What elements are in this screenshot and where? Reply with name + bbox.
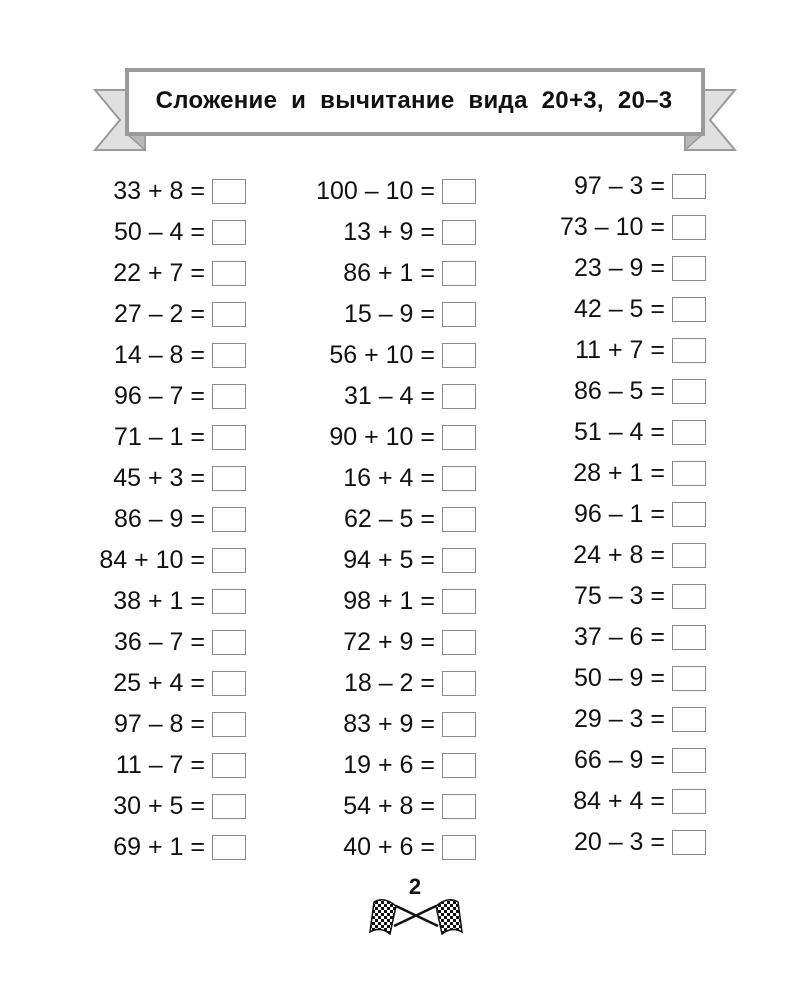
exercise-row — [320, 335, 476, 376]
exercise-row — [320, 745, 476, 786]
exercise-row — [320, 704, 476, 745]
exercise-row — [556, 740, 706, 781]
exercise-row — [100, 540, 246, 581]
exercise-row — [100, 335, 246, 376]
answer-box[interactable] — [672, 584, 706, 609]
exercise-row — [320, 663, 476, 704]
exercise-row — [556, 699, 706, 740]
exercise-row — [100, 745, 246, 786]
exercise-row — [316, 171, 476, 212]
exercise-row — [100, 622, 246, 663]
expression: 86 – 9 = — [113, 505, 205, 533]
expression: 13 + 9 = — [343, 218, 435, 246]
expression: 84 + 4 = — [573, 787, 665, 815]
expression: 18 – 2 = — [343, 669, 435, 697]
expression: 31 – 4 = — [343, 382, 435, 410]
expression: 36 – 7 = — [113, 628, 205, 656]
answer-box[interactable] — [672, 297, 706, 322]
exercise-row — [556, 207, 706, 248]
exercise-row — [556, 494, 706, 535]
answer-box[interactable] — [442, 835, 476, 860]
exercise-row — [320, 458, 476, 499]
answer-box[interactable] — [212, 835, 246, 860]
expression: 56 + 10 = — [329, 341, 435, 369]
exercise-row — [556, 658, 706, 699]
answer-box[interactable] — [672, 830, 706, 855]
exercise-row — [556, 166, 706, 207]
expression: 19 + 6 = — [343, 751, 435, 779]
expression: 54 + 8 = — [343, 792, 435, 820]
expression: 66 – 9 = — [573, 746, 665, 774]
answer-box[interactable] — [442, 794, 476, 819]
expression: 72 + 9 = — [343, 628, 435, 656]
answer-box[interactable] — [442, 220, 476, 245]
expression: 84 + 10 = — [99, 546, 205, 574]
expression: 23 – 9 = — [573, 254, 665, 282]
expression: 33 + 8 = — [113, 177, 205, 205]
expression: 24 + 8 = — [573, 541, 665, 569]
page-number: 2 — [408, 874, 422, 899]
expression: 45 + 3 = — [113, 464, 205, 492]
expression: 51 – 4 = — [573, 418, 665, 446]
answer-box[interactable] — [212, 753, 246, 778]
exercise-row — [320, 827, 476, 868]
answer-box[interactable] — [212, 630, 246, 655]
answer-box[interactable] — [212, 343, 246, 368]
exercise-row — [556, 822, 706, 863]
exercise-column-3 — [556, 166, 706, 863]
answer-box[interactable] — [212, 507, 246, 532]
expression: 15 – 9 = — [343, 300, 435, 328]
exercise-row — [100, 294, 246, 335]
exercise-row — [556, 330, 706, 371]
exercise-row — [320, 499, 476, 540]
expression: 29 – 3 = — [573, 705, 665, 733]
expression: 11 – 7 = — [115, 751, 205, 779]
answer-box[interactable] — [672, 707, 706, 732]
expression: 98 + 1 = — [343, 587, 435, 615]
answer-box[interactable] — [212, 589, 246, 614]
expression: 100 – 10 = — [316, 177, 435, 205]
expression: 40 + 6 = — [343, 833, 435, 861]
exercise-row — [320, 417, 476, 458]
expression: 22 + 7 = — [113, 259, 205, 287]
expression: 20 – 3 = — [573, 828, 665, 856]
answer-box[interactable] — [212, 384, 246, 409]
answer-box[interactable] — [442, 302, 476, 327]
exercise-row — [320, 581, 476, 622]
answer-box[interactable] — [442, 548, 476, 573]
expression: 25 + 4 = — [113, 669, 205, 697]
exercise-column-2 — [316, 171, 476, 868]
answer-box[interactable] — [672, 215, 706, 240]
exercise-row — [320, 253, 476, 294]
answer-box[interactable] — [442, 630, 476, 655]
answer-box[interactable] — [672, 666, 706, 691]
expression: 96 – 7 = — [113, 382, 205, 410]
exercise-row — [556, 781, 706, 822]
expression: 86 + 1 = — [343, 259, 435, 287]
expression: 73 – 10 = — [560, 213, 665, 241]
exercise-row — [320, 786, 476, 827]
exercise-row — [556, 248, 706, 289]
expression: 83 + 9 = — [343, 710, 435, 738]
answer-box[interactable] — [672, 543, 706, 568]
answer-box[interactable] — [212, 179, 246, 204]
exercise-row — [320, 376, 476, 417]
answer-box[interactable] — [672, 625, 706, 650]
expression: 42 – 5 = — [573, 295, 665, 323]
exercise-row — [100, 827, 246, 868]
exercise-row — [100, 458, 246, 499]
answer-box[interactable] — [212, 261, 246, 286]
exercise-row — [100, 581, 246, 622]
exercise-row — [100, 212, 246, 253]
expression: 86 – 5 = — [573, 377, 665, 405]
answer-box[interactable] — [672, 379, 706, 404]
answer-box[interactable] — [212, 425, 246, 450]
exercise-row — [320, 212, 476, 253]
answer-box[interactable] — [442, 384, 476, 409]
answer-box[interactable] — [442, 261, 476, 286]
exercise-row — [100, 663, 246, 704]
expression: 62 – 5 = — [343, 505, 435, 533]
page-title: Сложение и вычитание вида 20+3, 20–3 — [155, 87, 673, 114]
answer-box[interactable] — [672, 174, 706, 199]
answer-box[interactable] — [672, 338, 706, 363]
answer-box[interactable] — [672, 748, 706, 773]
exercise-column-1 — [100, 171, 246, 868]
answer-box[interactable] — [212, 794, 246, 819]
expression: 38 + 1 = — [113, 587, 205, 615]
expression: 97 – 8 = — [113, 710, 205, 738]
expression: 94 + 5 = — [343, 546, 435, 574]
expression: 75 – 3 = — [573, 582, 665, 610]
exercise-row — [100, 499, 246, 540]
answer-box[interactable] — [672, 256, 706, 281]
expression: 50 – 9 = — [573, 664, 665, 692]
answer-box[interactable] — [442, 425, 476, 450]
answer-box[interactable] — [672, 502, 706, 527]
expression: 71 – 1 = — [113, 423, 205, 451]
expression: 14 – 8 = — [113, 341, 205, 369]
exercise-row — [556, 412, 706, 453]
exercise-row — [556, 371, 706, 412]
answer-box[interactable] — [672, 420, 706, 445]
exercise-row — [556, 576, 706, 617]
exercise-row — [100, 171, 246, 212]
answer-box[interactable] — [212, 466, 246, 491]
expression: 11 + 7 = — [575, 336, 665, 364]
expression: 90 + 10 = — [329, 423, 435, 451]
exercise-row — [100, 417, 246, 458]
answer-box[interactable] — [442, 712, 476, 737]
answer-box[interactable] — [672, 789, 706, 814]
exercise-row — [556, 617, 706, 658]
expression: 30 + 5 = — [113, 792, 205, 820]
exercise-row — [556, 535, 706, 576]
answer-box[interactable] — [212, 220, 246, 245]
expression: 69 + 1 = — [113, 833, 205, 861]
exercise-row — [320, 622, 476, 663]
expression: 50 – 4 = — [113, 218, 205, 246]
exercise-row — [100, 786, 246, 827]
exercise-row — [320, 540, 476, 581]
answer-box[interactable] — [442, 507, 476, 532]
exercise-row — [100, 253, 246, 294]
exercise-row — [100, 704, 246, 745]
answer-box[interactable] — [442, 589, 476, 614]
answer-box[interactable] — [212, 712, 246, 737]
expression: 16 + 4 = — [343, 464, 435, 492]
expression: 97 – 3 = — [573, 172, 665, 200]
answer-box[interactable] — [442, 179, 476, 204]
exercise-row — [556, 453, 706, 494]
answer-box[interactable] — [212, 671, 246, 696]
exercise-row — [320, 294, 476, 335]
expression: 27 – 2 = — [113, 300, 205, 328]
answer-box[interactable] — [442, 671, 476, 696]
expression: 37 – 6 = — [573, 623, 665, 651]
answer-box[interactable] — [212, 548, 246, 573]
exercise-row — [100, 376, 246, 417]
expression: 96 – 1 = — [573, 500, 665, 528]
answer-box[interactable] — [672, 461, 706, 486]
expression: 28 + 1 = — [573, 459, 665, 487]
answer-box[interactable] — [442, 343, 476, 368]
answer-box[interactable] — [442, 466, 476, 491]
answer-box[interactable] — [442, 753, 476, 778]
exercise-row — [556, 289, 706, 330]
checkered-flags-icon — [366, 892, 466, 944]
answer-box[interactable] — [212, 302, 246, 327]
